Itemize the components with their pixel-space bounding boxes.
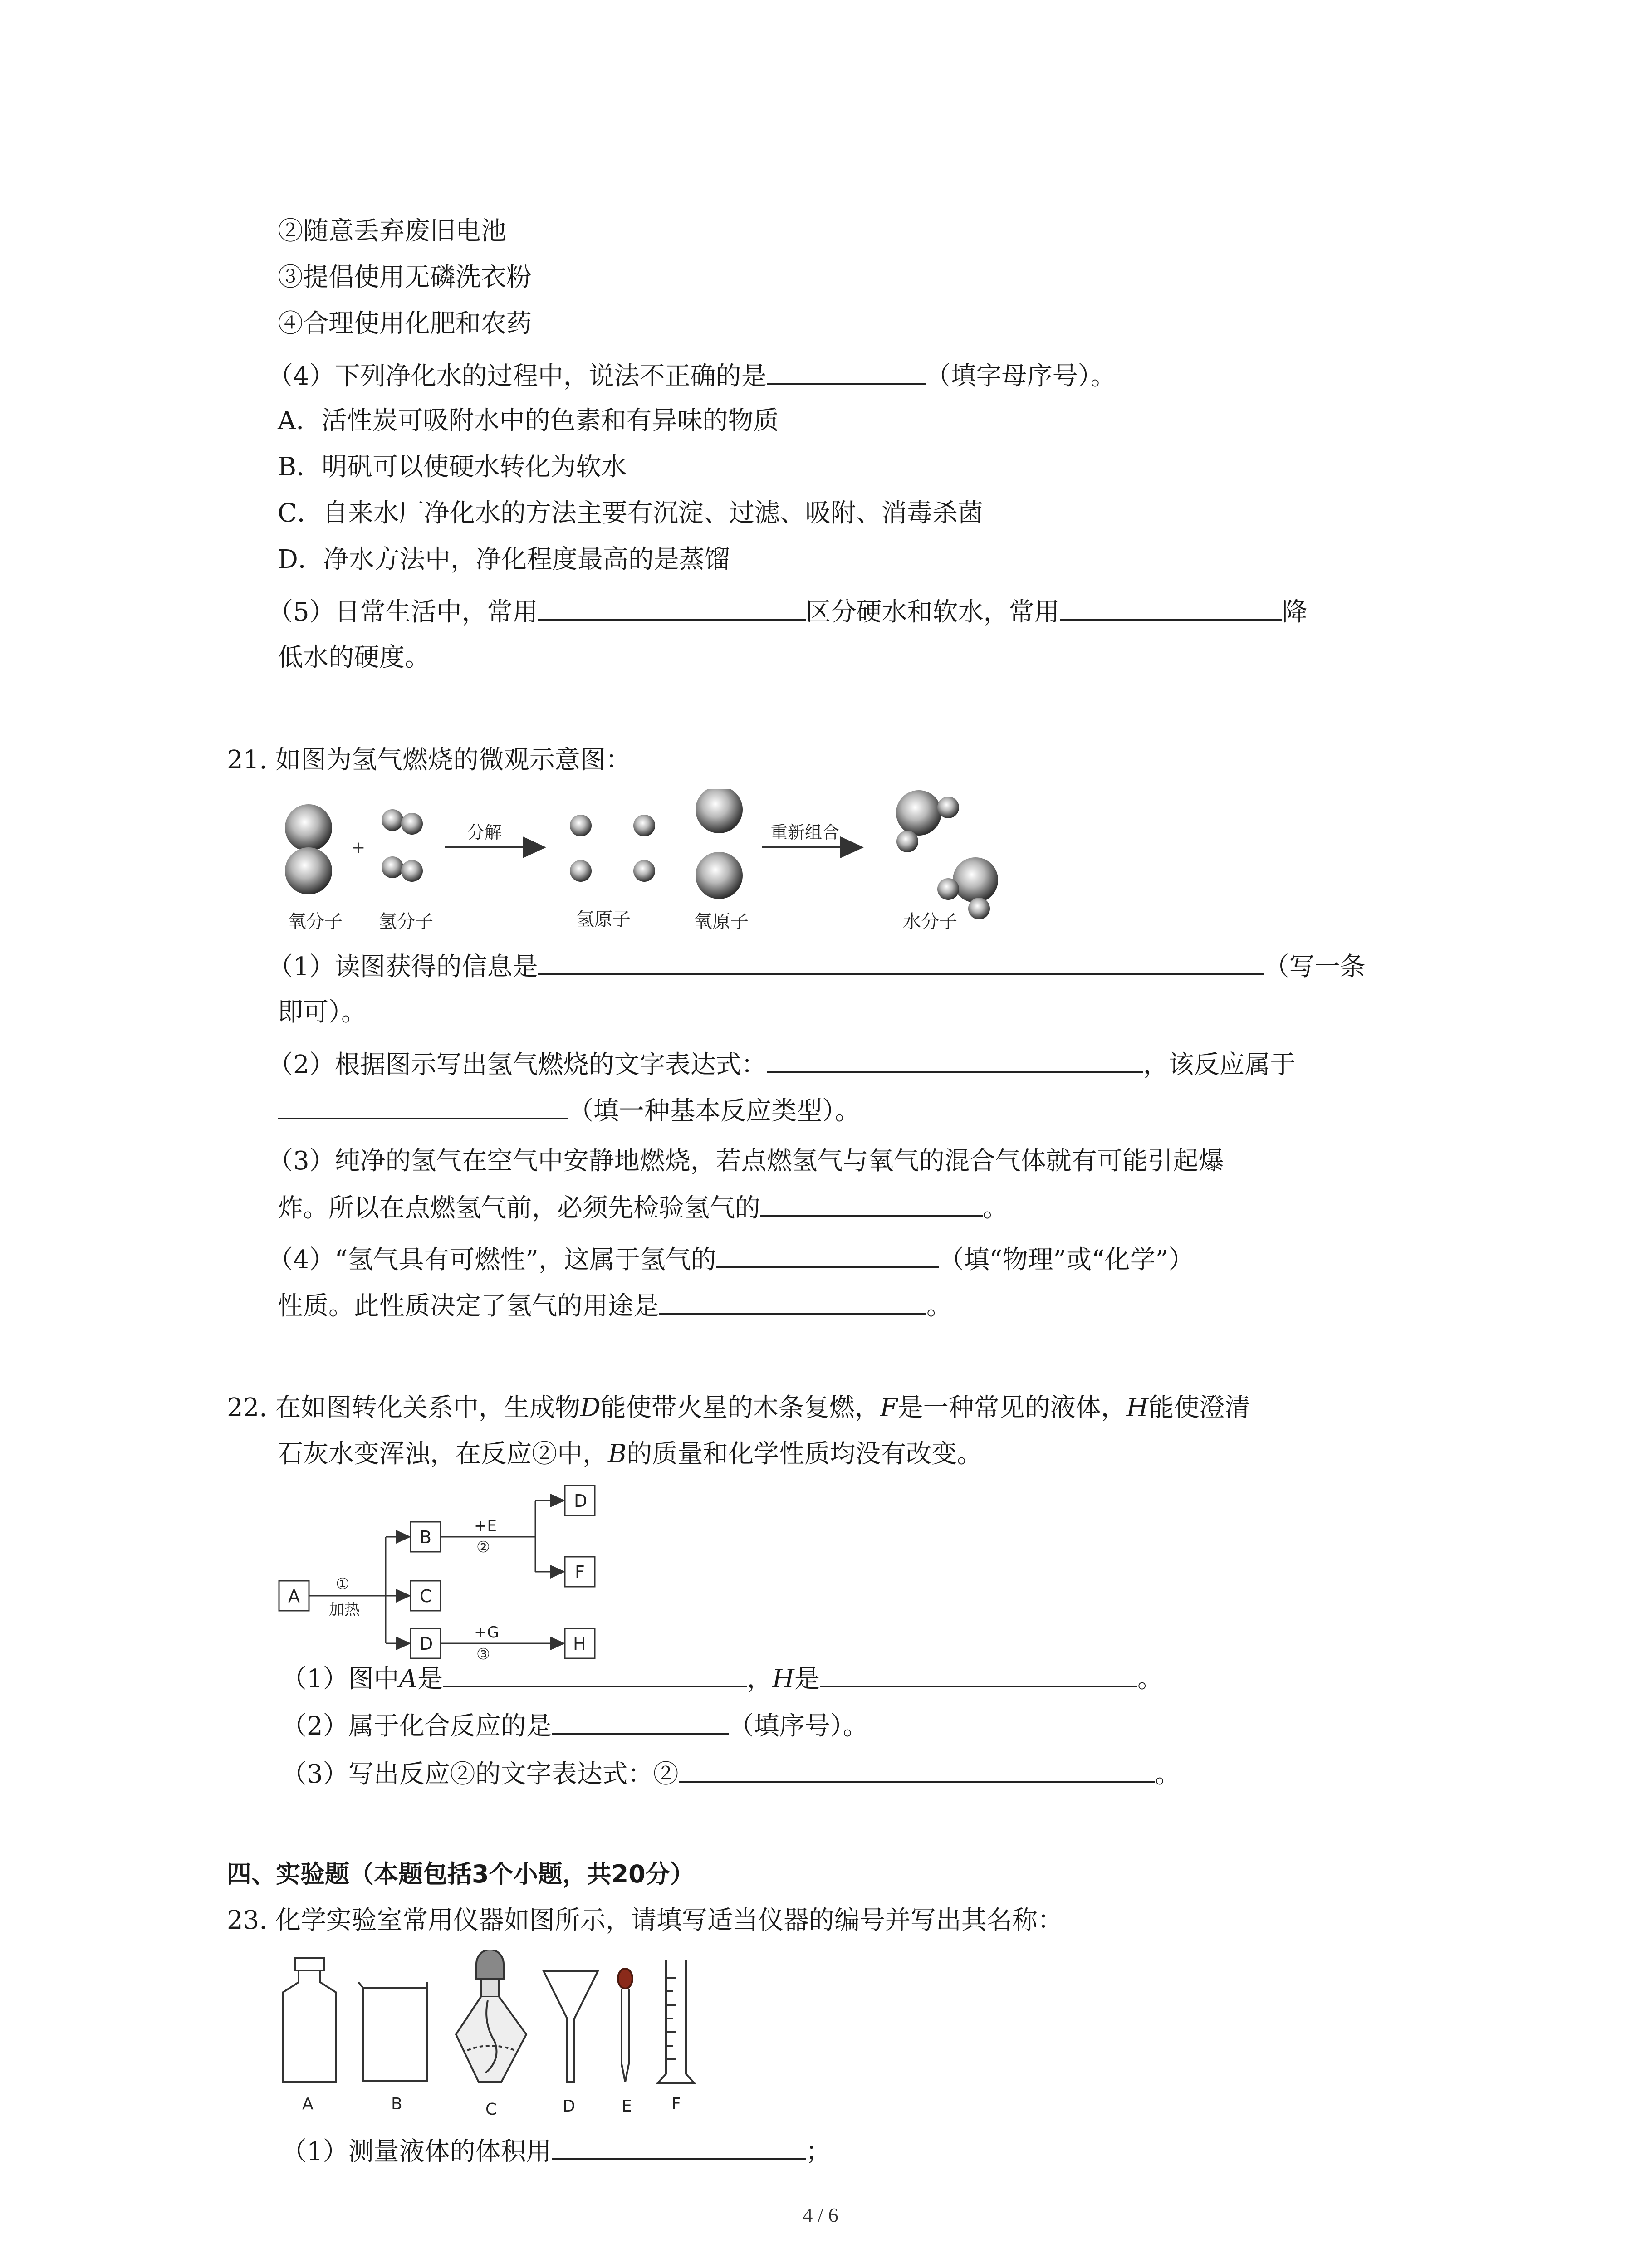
answer-blank[interactable] — [679, 1755, 1155, 1783]
q21-part3-text: 炸。所以在点燃氢气前，必须先检验氢气的 — [278, 1193, 760, 1223]
q20-option-2: ②随意丢弃废旧电池 — [278, 216, 506, 246]
label-water-molecule: 水分子 — [903, 911, 957, 932]
instrument-label-c: C — [485, 2100, 497, 2119]
q20-choice-d: D．净水方法中，净化程度最高的是蒸馏 — [278, 545, 730, 574]
step-2-label: ② — [476, 1538, 490, 1556]
q20-part5-text-3: 降 — [1282, 597, 1308, 627]
step-1-label: ① — [336, 1575, 350, 1593]
plus-sign: + — [352, 838, 366, 857]
q21-part3: （3）纯净的氢气在空气中安静地燃烧，若点燃氢气与氧气的混合气体就有可能引起爆 — [268, 1146, 1224, 1176]
heat-label: 加热 — [329, 1601, 360, 1619]
instrument-label-a: A — [302, 2095, 314, 2113]
q22-part1-text: 是 — [794, 1664, 820, 1694]
q21-part2-text: （2）根据图示写出氢气燃烧的文字表达式： — [268, 1050, 767, 1080]
q20-part5-text-1: （5）日常生活中，常用 — [268, 597, 538, 627]
q22-part1-text: 是 — [417, 1664, 443, 1694]
q21-part1-text: （1）读图获得的信息是 — [268, 952, 538, 982]
q22-part2 — [281, 1707, 868, 1745]
q23-part1-end: ； — [805, 2137, 831, 2166]
q20-part5-continued: 低水的硬度。 — [278, 643, 430, 672]
arrow-label-decompose: 分解 — [467, 822, 502, 842]
q20-part4-text: （4）下列净化水的过程中，说法不正确的是 — [268, 362, 767, 391]
box-f-label: F — [575, 1562, 585, 1582]
q23-part1-text: （1）测量液体的体积用 — [281, 2137, 552, 2166]
q20-choice-a: A．活性炭可吸附水中的色素和有异味的物质 — [278, 406, 779, 435]
q22-stem-text: 的质量和化学性质均没有改变。 — [627, 1439, 983, 1469]
answer-blank[interactable] — [716, 1241, 939, 1268]
q21-part4-end: 。 — [926, 1291, 952, 1321]
q22-part3-end: 。 — [1155, 1760, 1181, 1789]
answer-blank[interactable] — [552, 2133, 806, 2160]
section-heading: 四、实验题（本题包括3个小题，共20分） — [227, 1860, 695, 1888]
q23-stem: 23. 化学实验室常用仪器如图所示，请填写适当仪器的编号并写出其名称： — [227, 1906, 1063, 1935]
answer-blank[interactable] — [659, 1287, 926, 1315]
instrument-label-f: F — [671, 2095, 681, 2113]
q22-part1-text: 。 — [1137, 1664, 1163, 1694]
label-hydrogen-molecule: 氢分子 — [379, 911, 433, 932]
var-h: H — [772, 1664, 794, 1694]
answer-blank[interactable] — [552, 1707, 729, 1735]
q23-part1 — [281, 2133, 831, 2170]
label-oxygen-atom: 氧原子 — [694, 911, 749, 932]
q21-part4-text-2: 性质。此性质决定了氢气的用途是 — [278, 1291, 659, 1321]
answer-blank[interactable] — [1060, 593, 1282, 621]
q22-stem-line2 — [278, 1436, 982, 1472]
var-f: F — [880, 1393, 898, 1422]
box-b-label: B — [420, 1527, 432, 1547]
q21-part2 — [268, 1046, 1296, 1083]
box-a-label: A — [288, 1586, 300, 1606]
q22-stem-line1 — [227, 1390, 1250, 1426]
box-d-upper-label: D — [574, 1491, 588, 1511]
q20-option-4: ④合理使用化肥和农药 — [278, 309, 532, 338]
q20-part4-hint: （填字母序号）。 — [925, 362, 1116, 391]
q21-part3-end: 。 — [983, 1193, 1008, 1223]
var-b: B — [608, 1439, 627, 1469]
oxygen-molecule-icon — [285, 804, 332, 894]
q22-part1-text: ， — [747, 1664, 773, 1694]
q20-choice-b: B．明矾可以使硬水转化为软水 — [278, 452, 627, 482]
q22-stem-text: 能使带火星的木条复燃， — [600, 1393, 880, 1422]
plus-g-label: +G — [474, 1623, 499, 1642]
step-3-label: ③ — [476, 1645, 490, 1663]
label-hydrogen-atom: 氢原子 — [576, 909, 631, 930]
q20-part5-text-2: 区分硬水和软水，常用 — [805, 597, 1060, 627]
alcohol-lamp-icon — [456, 1950, 526, 2082]
answer-blank[interactable] — [538, 593, 806, 621]
answer-blank[interactable] — [443, 1660, 747, 1687]
label-oxygen-molecule: 氧分子 — [288, 911, 343, 932]
q21-part2-continued — [278, 1092, 860, 1129]
var-d: D — [580, 1393, 601, 1422]
answer-blank[interactable] — [767, 1046, 1143, 1073]
var-h: H — [1126, 1393, 1149, 1422]
answer-blank[interactable] — [767, 357, 926, 385]
answer-blank[interactable] — [278, 1092, 568, 1119]
box-d-lower-label: D — [420, 1634, 433, 1654]
oxygen-atom-icon — [696, 789, 743, 899]
instrument-label-e: E — [622, 2097, 632, 2116]
answer-blank[interactable] — [760, 1189, 983, 1217]
q21-part1-hint: （写一条 — [1264, 952, 1366, 982]
q22-stem-text: 22. 在如图转化关系中，生成物 — [227, 1393, 580, 1422]
q22-stem-text: 石灰水变浑浊，在反应②中， — [278, 1439, 608, 1469]
q20-part5 — [268, 593, 1308, 631]
beaker-icon — [358, 1982, 427, 2081]
reagent-bottle-icon — [283, 1958, 336, 2082]
lab-instruments-diagram — [272, 1950, 771, 2123]
arrow-label-recombine: 重新组合 — [770, 822, 840, 842]
dropper-icon — [618, 1969, 632, 2082]
q21-part4 — [268, 1241, 1194, 1278]
water-molecule-icon — [896, 790, 998, 919]
plus-e-label: +E — [474, 1517, 497, 1535]
q22-stem-text: 能使澄清 — [1148, 1393, 1250, 1422]
q20-part4 — [268, 357, 1116, 395]
instrument-label-d: D — [563, 2097, 575, 2116]
q22-part2-text: （2）属于化合反应的是 — [281, 1711, 552, 1741]
page-number: 4 / 6 — [803, 2204, 838, 2226]
q21-part1-continued: 即可）。 — [278, 997, 367, 1027]
box-h-label: H — [573, 1634, 586, 1654]
box-c-label: C — [420, 1586, 432, 1606]
graduated-cylinder-icon — [658, 1960, 694, 2083]
var-a: A — [399, 1664, 418, 1694]
answer-blank[interactable] — [820, 1660, 1137, 1687]
q20-option-3: ③提倡使用无磷洗衣粉 — [278, 263, 532, 292]
q21-part4-text: （4）“氢气具有可燃性”，这属于氢气的 — [268, 1245, 716, 1275]
instrument-label-b: B — [391, 2095, 402, 2113]
conversion-flow-diagram — [272, 1479, 617, 1669]
q22-stem-text: 是一种常见的液体， — [897, 1393, 1127, 1422]
q22-part3 — [281, 1755, 1181, 1793]
q20-choice-c: C．自来水厂净化水的方法主要有沉淀、过滤、吸附、消毒杀菌 — [278, 499, 983, 528]
q22-part2-hint: （填序号）。 — [728, 1711, 868, 1741]
q21-part4-continued — [278, 1287, 952, 1325]
hydrogen-molecule-icon — [382, 809, 423, 882]
q21-part2-hint: （填一种基本反应类型）。 — [568, 1096, 860, 1126]
q22-part1 — [281, 1660, 1163, 1697]
hydrogen-atom-icon — [570, 815, 655, 882]
q21-part4-hint: （填“物理”或“化学”） — [938, 1245, 1194, 1275]
q22-part1-text: （1）图中 — [281, 1664, 399, 1694]
q21-part2-text-2: ，该反应属于 — [1143, 1050, 1296, 1080]
funnel-icon — [544, 1971, 598, 2082]
answer-blank[interactable] — [538, 948, 1264, 975]
q21-part1 — [268, 948, 1366, 985]
q21-stem: 21. 如图为氢气燃烧的微观示意图： — [227, 745, 631, 775]
q21-part3-continued — [278, 1189, 1008, 1227]
hydrogen-combustion-diagram — [268, 789, 1039, 939]
q22-part3-text: （3）写出反应②的文字表达式：② — [281, 1760, 679, 1789]
